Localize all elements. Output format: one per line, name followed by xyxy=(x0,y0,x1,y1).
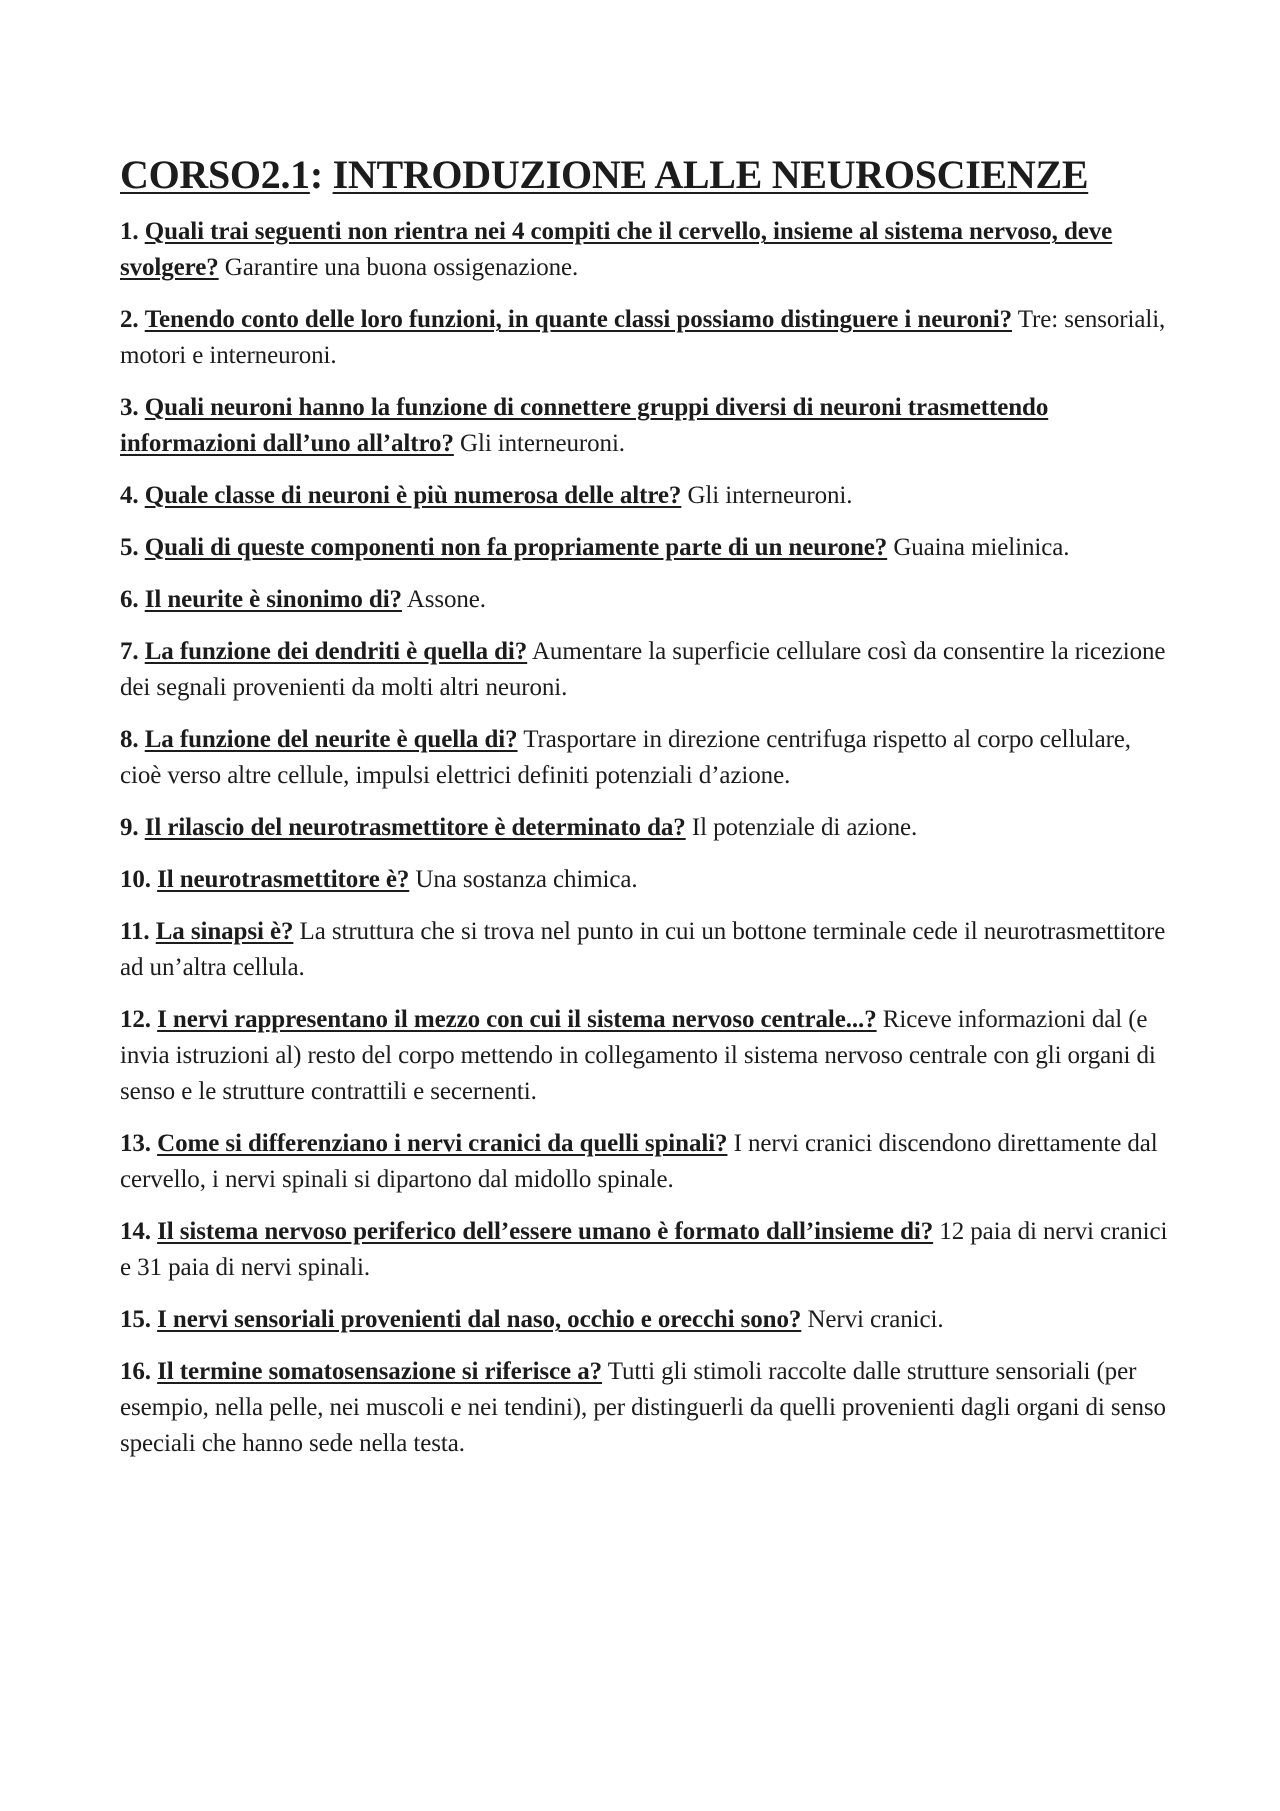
question-number: 8. xyxy=(120,726,139,753)
course-subject: INTRODUZIONE ALLE NEUROSCIENZE xyxy=(332,152,1089,197)
question-number: 12. xyxy=(120,1006,151,1033)
question-text: Quali trai seguenti non rientra nei 4 compiti che il cervello, insieme al sistema nervoso, deve svolgere? xyxy=(120,218,1113,281)
question-text: Il sistema nervoso periferico dell’essere umano è formato dall’insieme di? xyxy=(157,1218,934,1245)
question-text: La funzione del neurite è quella di? xyxy=(144,726,518,753)
question-text: Quali di queste componenti non fa propriamente parte di un neurone? xyxy=(144,534,888,561)
answer-text: Guaina mielinica. xyxy=(893,534,1070,561)
question-number: 6. xyxy=(120,586,139,613)
qa-item-3 xyxy=(120,390,1170,462)
qa-item-10 xyxy=(120,862,1170,898)
qa-item-8 xyxy=(120,722,1170,794)
qa-item-4 xyxy=(120,478,1170,514)
answer-text: Il potenziale di azione. xyxy=(691,814,918,841)
question-number: 3. xyxy=(120,394,139,421)
question-number: 15. xyxy=(120,1306,151,1333)
question-text: La funzione dei dendriti è quella di? xyxy=(144,638,528,665)
answer-text: Riceve informazioni dal (e invia istruzioni al) resto del corpo mettendo in collegamento il sistema nervoso centrale con gli organi di senso e le strutture contrattili e secernenti. xyxy=(120,1006,1156,1105)
answer-text: Tutti gli stimoli raccolte dalle strutture sensoriali (per esempio, nella pelle, nei muscoli e nei tendini), per distinguerli da quelli provenienti dagli organi di senso speciali che hanno sede nella testa. xyxy=(120,1358,1166,1457)
qa-item-15 xyxy=(120,1302,1170,1338)
answer-text: Una sostanza chimica. xyxy=(415,866,638,893)
qa-item-12 xyxy=(120,1002,1170,1110)
answer-text: Nervi cranici. xyxy=(807,1306,944,1333)
answer-text: Tre: sensoriali, motori e interneuroni. xyxy=(120,306,1166,369)
question-number: 11. xyxy=(120,918,150,945)
answer-text: Aumentare la superficie cellulare così da consentire la ricezione dei segnali provenienti da molti altri neuroni. xyxy=(120,638,1166,701)
question-number: 13. xyxy=(120,1130,151,1157)
question-text: Tenendo conto delle loro funzioni, in quante classi possiamo distinguere i neuroni? xyxy=(144,306,1013,333)
answer-text: Trasportare in direzione centrifuga rispetto al corpo cellulare, cioè verso altre cellule, impulsi elettrici definiti potenziali d’azione. xyxy=(120,726,1131,789)
qa-item-14 xyxy=(120,1214,1170,1286)
question-number: 2. xyxy=(120,306,139,333)
qa-item-2 xyxy=(120,302,1170,374)
answer-text: Garantire una buona ossigenazione. xyxy=(224,254,579,281)
answer-text: Assone. xyxy=(406,586,486,613)
question-text: Quale classe di neuroni è più numerosa delle altre? xyxy=(144,482,682,509)
question-text: La sinapsi è? xyxy=(155,918,294,945)
question-text: I nervi sensoriali provenienti dal naso, occhio e orecchi sono? xyxy=(157,1306,802,1333)
title-separator: : xyxy=(309,152,333,197)
answer-text: 12 paia di nervi cranici e 31 paia di nervi spinali. xyxy=(120,1218,1168,1281)
question-number: 16. xyxy=(120,1358,151,1385)
page-title xyxy=(120,150,1170,200)
question-text: Il rilascio del neurotrasmettitore è determinato da? xyxy=(144,814,686,841)
question-text: Il neurite è sinonimo di? xyxy=(144,586,402,613)
qa-list xyxy=(120,214,1170,1462)
question-number: 10. xyxy=(120,866,151,893)
question-number: 4. xyxy=(120,482,139,509)
question-text: Come si differenziano i nervi cranici da quelli spinali? xyxy=(157,1130,728,1157)
question-number: 9. xyxy=(120,814,139,841)
question-number: 7. xyxy=(120,638,139,665)
qa-item-5 xyxy=(120,530,1170,566)
question-text: I nervi rappresentano il mezzo con cui il sistema nervoso centrale...? xyxy=(157,1006,877,1033)
course-code: CORSO2.1 xyxy=(120,152,310,197)
question-number: 1. xyxy=(120,218,139,245)
qa-item-11 xyxy=(120,914,1170,986)
qa-item-16 xyxy=(120,1354,1170,1462)
answer-text: I nervi cranici discendono direttamente dal cervello, i nervi spinali si dipartono dal midollo spinale. xyxy=(120,1130,1158,1193)
question-text: Il neurotrasmettitore è? xyxy=(157,866,410,893)
document-page xyxy=(120,150,1170,1478)
qa-item-1 xyxy=(120,214,1170,286)
qa-item-9 xyxy=(120,810,1170,846)
question-text: Quali neuroni hanno la funzione di connettere gruppi diversi di neuroni trasmettendo informazioni dall’uno all’altro? xyxy=(120,394,1049,457)
question-text: Il termine somatosensazione si riferisce a? xyxy=(157,1358,603,1385)
question-number: 5. xyxy=(120,534,139,561)
qa-item-7 xyxy=(120,634,1170,706)
qa-item-13 xyxy=(120,1126,1170,1198)
answer-text: La struttura che si trova nel punto in cui un bottone terminale cede il neurotrasmettitore ad un’altra cellula. xyxy=(120,918,1166,981)
question-number: 14. xyxy=(120,1218,151,1245)
answer-text: Gli interneuroni. xyxy=(687,482,853,509)
answer-text: Gli interneuroni. xyxy=(460,430,625,457)
qa-item-6 xyxy=(120,582,1170,618)
